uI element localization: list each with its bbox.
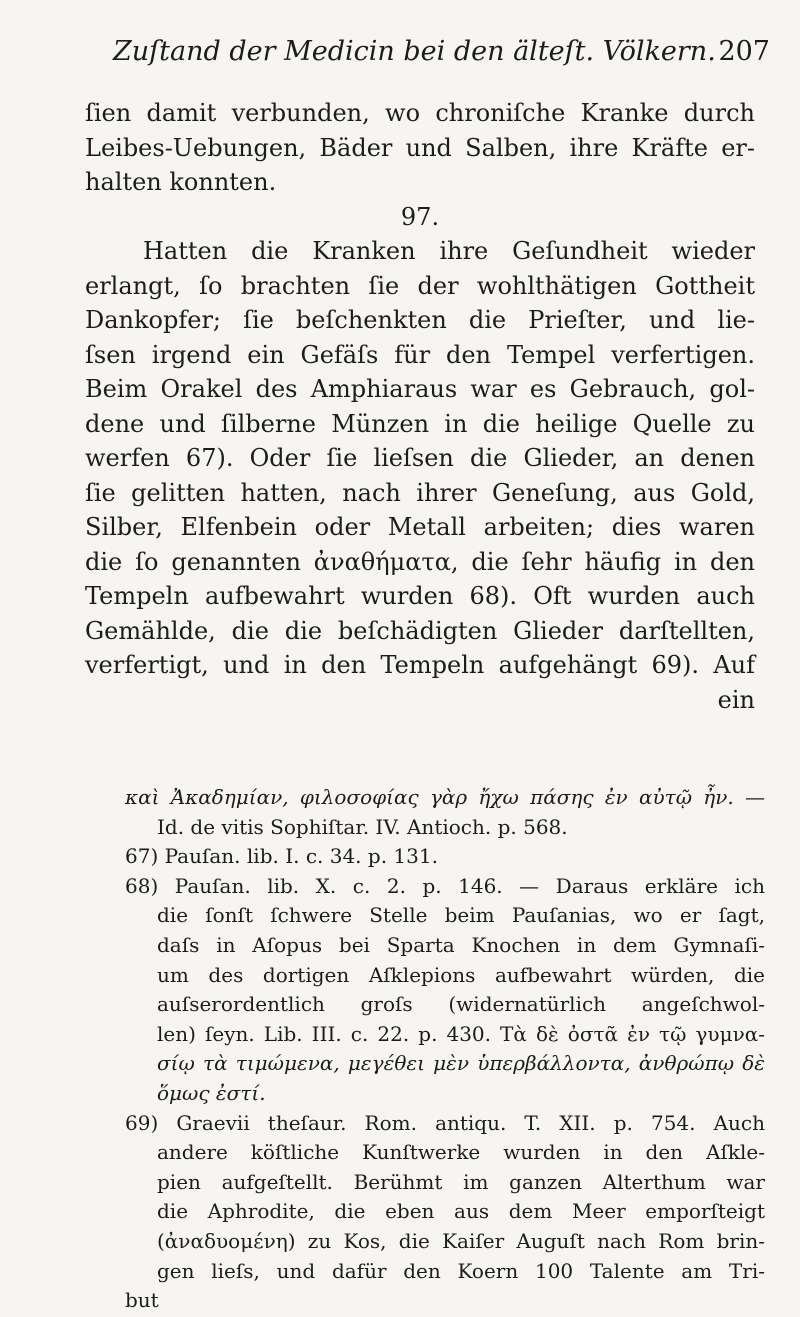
text-line: verfertigt, und in den Tempeln aufgehängt 69). Auf [85, 651, 755, 679]
text-line: Leibes-Uebungen, Bäder und Salben, ihre Kräfte er- [85, 133, 755, 162]
footnote-line: andere köſtliche Kunſtwerke wurden in den Aſkle- [157, 1140, 765, 1165]
text-line: Tempeln aufbewahrt wurden 68). Oft wurden auch [85, 582, 755, 610]
footnote-line: pien aufgeſtellt. Berühmt im ganzen Alterthum war [157, 1169, 765, 1194]
main-text [85, 96, 755, 717]
footnote-line: ὅμως ἐστί. [157, 1080, 266, 1105]
text-line: Dankopfer; ſie beſchenkten die Prieſter, und lie- [85, 306, 755, 334]
page-number: 207 [718, 36, 770, 67]
footnote-line: gen lieſs, und dafür den Koern 100 Talente am Tri- [157, 1258, 765, 1283]
section-number: 97. [400, 202, 440, 231]
text-line: erlangt, ſo brachten ſie der wohlthätigen Gottheit [85, 271, 755, 300]
text-line: Gemählde, die die beſchädigten Glieder darſtellten, [85, 616, 755, 645]
text-line: werfen 67). Oder ſie lieſsen die Glieder, an denen [85, 444, 755, 472]
text-line: die ſo genannten ἀναθήματα, die ſehr häufig in den [85, 547, 755, 576]
footnote-line: die Aphrodite, die eben aus dem Meer emporſteigt [157, 1199, 765, 1224]
text-line: Beim Orakel des Amphiaraus war es Gebrauch, gol- [85, 375, 755, 403]
text-line: Hatten die Kranken ihre Geſundheit wieder [143, 237, 755, 265]
text-line: ſsen irgend ein Gefäſs für den Tempel verfertigen. [85, 340, 755, 369]
text-line: halten konnten. [85, 168, 277, 196]
footnote-line: len) ſeyn. Lib. III. c. 22. p. 430. Τὰ δὲ ὀστᾶ ἐν τῷ γυμνα- [157, 1021, 765, 1046]
catchword: but [125, 1288, 159, 1313]
running-header [105, 36, 770, 76]
footnote-line: καὶ Ἀκαδημίαν, φιλοσοφίας γὰρ ἤχω πάσης ἐν αὐτῷ ἦν. — [125, 785, 765, 809]
footnote-line: Id. de vitis Sophiſtar. IV. Antioch. p. 568. [157, 814, 568, 839]
footnote-line: die ſonſt ſchwere Stelle beim Pauſanias, wo er ſagt, [157, 903, 765, 928]
footnote-line: σίῳ τὰ τιμώμενα, μεγέθει μὲν ὑπερβάλλοντα, ἀνθρώπῳ δὲ [157, 1051, 765, 1076]
footnote-line: (ἀναδυομένη) zu Kos, die Kaiſer Auguſt nach Rom brin- [157, 1228, 765, 1253]
text-line: Silber, Elfenbein oder Metall arbeiten; dies waren [85, 513, 755, 541]
footnote-68: 68) Pauſan. lib. X. c. 2. p. 146. — Daraus erkläre ich [125, 873, 765, 898]
text-line: dene und ſilberne Münzen in die heilige Quelle zu [85, 409, 755, 438]
footnote-line: um des dortigen Aſklepions aufbewahrt würden, die [157, 962, 765, 987]
text-line: ſien damit verbunden, wo chroniſche Kranke durch [85, 99, 755, 127]
running-title: Zuſtand der Medicin bei den älteſt. Völkern. [113, 36, 716, 67]
footnote-69: 69) Graevii theſaur. Rom. antiqu. T. XII. p. 754. Auch [125, 1110, 765, 1135]
footnotes [125, 783, 765, 1316]
text-line: ſie gelitten hatten, nach ihrer Geneſung, aus Gold, [85, 478, 755, 507]
catchword: ein [717, 685, 755, 714]
footnote-line: daſs in Aſopus bei Sparta Knochen in dem Gymnaſi- [157, 932, 765, 957]
footnote-67: 67) Pauſan. lib. I. c. 34. p. 131. [125, 844, 438, 869]
footnote-line: auſserordentlich groſs (widernatürlich angeſchwol- [157, 992, 765, 1017]
